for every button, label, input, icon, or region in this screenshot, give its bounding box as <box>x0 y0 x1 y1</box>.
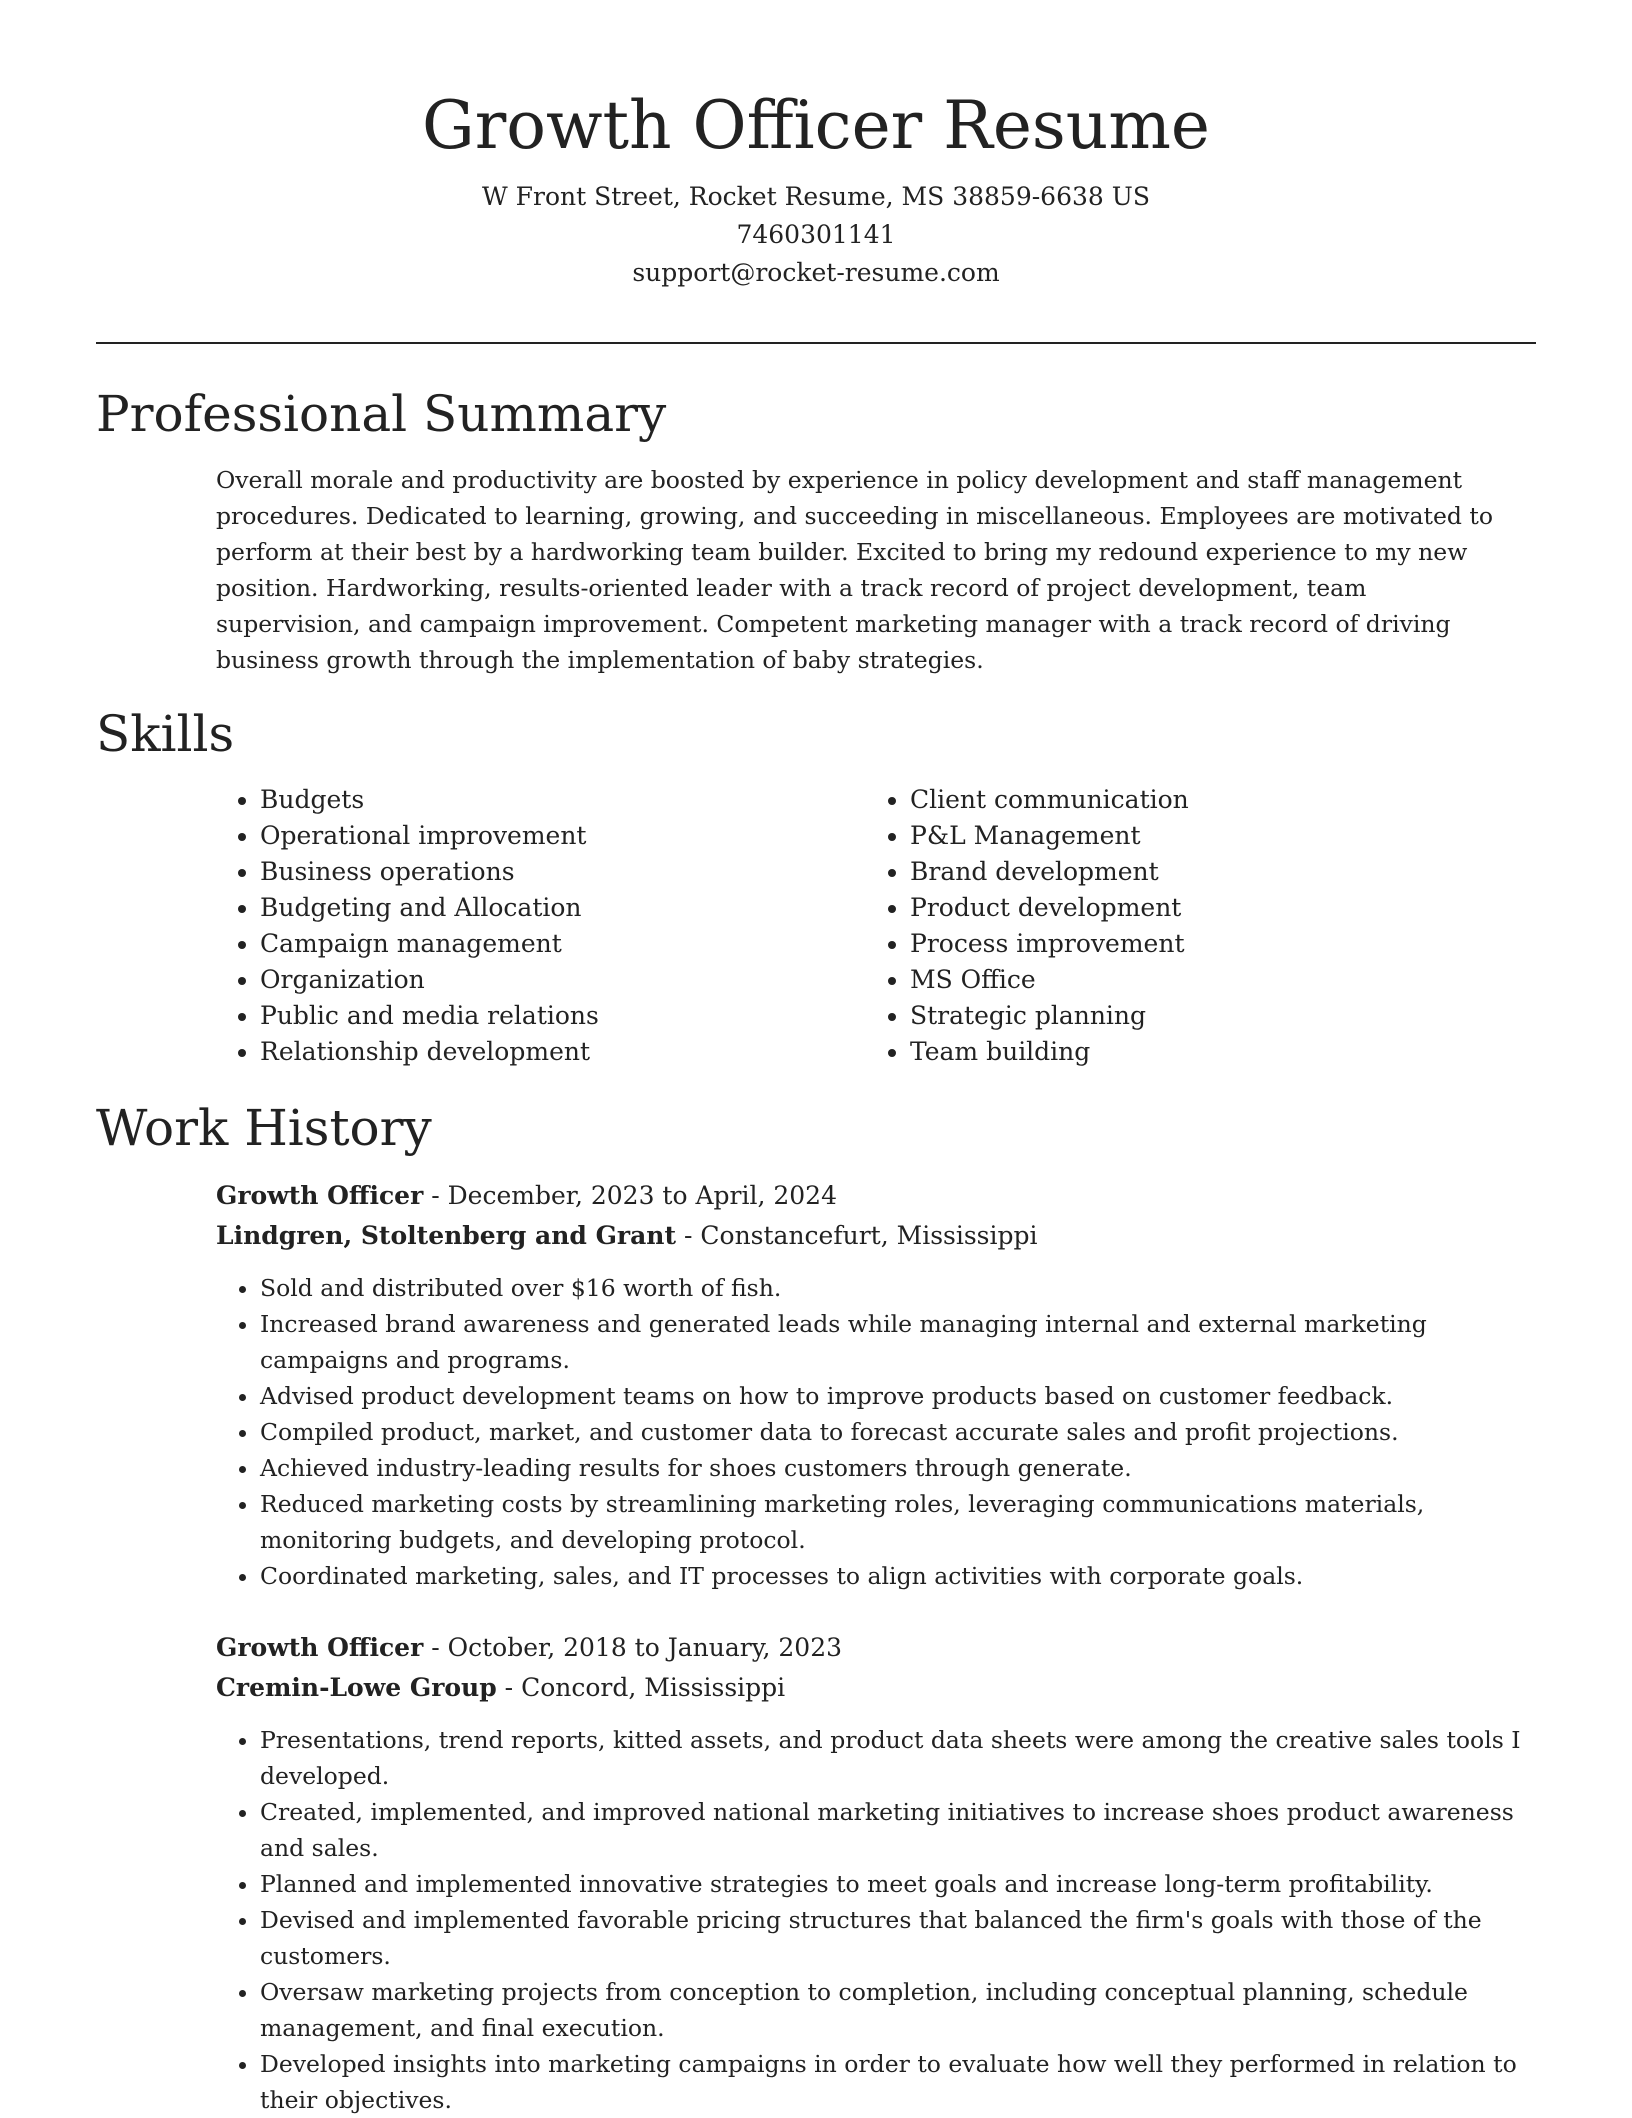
contact-address: W Front Street, Rocket Resume, MS 38859-6638 US <box>482 182 1150 211</box>
skill-item: • Budgeting and Allocation <box>260 890 599 926</box>
duty-item: • Reduced marketing costs by streamlining marketing roles, leveraging communications materials, monitoring budgets, and developing protocol. <box>260 1486 1526 1558</box>
job-company-line <box>216 1216 1038 1256</box>
job-dates: December, 2023 to April, 2024 <box>447 1181 837 1210</box>
resume-title: Growth Officer Resume <box>422 87 1210 164</box>
job-duties-list <box>216 1270 1526 1594</box>
contact-email: support@rocket-resume.com <box>632 258 1000 287</box>
job-separator: - <box>431 1181 448 1210</box>
duty-item: • Advised product development teams on how to improve products based on customer feedback. <box>260 1378 1526 1414</box>
job-location: Constancefurt, Mississippi <box>700 1221 1038 1250</box>
job-title-line <box>216 1176 837 1216</box>
skill-item: • Operational improvement <box>260 818 599 854</box>
summary-text: Overall morale and productivity are boosted by experience in policy development and staff management procedures. Dedicated to learning, growing, and succeeding in miscellaneous. Employees are motivated to perform at their best by a hardworking team builder. Excited to bring my redound experience to my new position. Hardworking, results-oriented leader with a track record of project development, team supervision, and campaign improvement. Competent marketing manager with a track record of driving business growth through the implementation of baby strategies. <box>216 466 1493 674</box>
skill-item: • MS Office <box>910 962 1189 998</box>
duty-item: • Planned and implemented innovative strategies to meet goals and increase long-term profitability. <box>260 1866 1526 1902</box>
contact-phone: 7460301141 <box>736 220 896 249</box>
job-separator: - <box>504 1673 522 1702</box>
skill-item: • Client communication <box>910 782 1189 818</box>
duty-item: • Achieved industry-leading results for shoes customers through generate. <box>260 1450 1526 1486</box>
skill-item: • Product development <box>910 890 1189 926</box>
job-duties-list <box>216 1722 1526 2118</box>
duty-item: • Presentations, trend reports, kitted assets, and product data sheets were among the creative sales tools I developed. <box>260 1722 1526 1794</box>
resume-header <box>96 86 1536 292</box>
work-history-heading: Work History <box>96 1099 432 1157</box>
job-separator: - <box>683 1221 701 1250</box>
skill-item: • Relationship development <box>260 1034 599 1070</box>
skill-item: • Business operations <box>260 854 599 890</box>
duty-item: • Compiled product, market, and customer data to forecast accurate sales and profit projections. <box>260 1414 1526 1450</box>
summary-heading: Professional Summary <box>96 385 667 443</box>
duty-item: • Oversaw marketing projects from conception to completion, including conceptual planning, schedule management, and final execution. <box>260 1974 1526 2046</box>
duty-item: • Increased brand awareness and generated leads while managing internal and external marketing campaigns and programs. <box>260 1306 1526 1378</box>
skill-item: • Budgets <box>260 782 599 818</box>
skills-heading: Skills <box>96 705 235 763</box>
job-title: Growth Officer <box>216 1181 424 1210</box>
skill-item: • P&L Management <box>910 818 1189 854</box>
job-company: Lindgren, Stoltenberg and Grant <box>216 1221 677 1250</box>
job-company: Cremin-Lowe Group <box>216 1673 497 1702</box>
duty-item: • Developed insights into marketing campaigns in order to evaluate how well they performed in relation to their objectives. <box>260 2046 1526 2118</box>
duty-item: • Sold and distributed over $16 worth of fish. <box>260 1270 1526 1306</box>
skills-list-left <box>216 782 599 1070</box>
skill-item: • Team building <box>910 1034 1189 1070</box>
skill-item: • Brand development <box>910 854 1189 890</box>
contact-block <box>96 178 1536 292</box>
duty-item: • Coordinated marketing, sales, and IT processes to align activities with corporate goals. <box>260 1558 1526 1594</box>
skill-item: • Campaign management <box>260 926 599 962</box>
header-divider <box>96 342 1536 344</box>
job-title: Growth Officer <box>216 1633 424 1662</box>
job-title-line <box>216 1628 842 1668</box>
job-company-line <box>216 1668 785 1708</box>
job-dates: October, 2018 to January, 2023 <box>447 1633 843 1662</box>
duty-item: • Created, implemented, and improved national marketing initiatives to increase shoes product awareness and sales. <box>260 1794 1526 1866</box>
job-separator: - <box>431 1633 448 1662</box>
skill-item: • Process improvement <box>910 926 1189 962</box>
skill-item: • Public and media relations <box>260 998 599 1034</box>
job-location: Concord, Mississippi <box>521 1673 786 1702</box>
skill-item: • Organization <box>260 962 599 998</box>
skills-list-right <box>866 782 1189 1070</box>
skill-item: • Strategic planning <box>910 998 1189 1034</box>
duty-item: • Devised and implemented favorable pricing structures that balanced the firm's goals with those of the customers. <box>260 1902 1526 1974</box>
